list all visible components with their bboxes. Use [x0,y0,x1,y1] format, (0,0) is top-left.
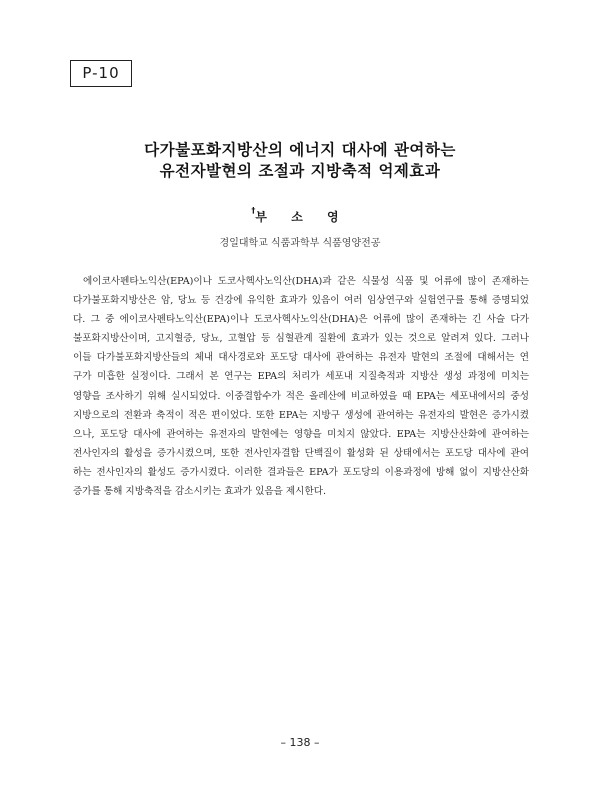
abstract-line: 영향을 조사하기 위해 실시되었다. 이중결합수가 적은 올레산에 비교하였을 때 EPA는 세포내에서의 중성 [73,390,529,402]
abstract-line: 다가불포화지방산은 암, 당뇨 등 건강에 유익한 효과가 있음이 여러 임상연구와 실험연구를 통해 증명되었 [73,295,529,307]
author-line [0,208,600,225]
abstract-line: 전사인자의 활성을 증가시켰으며, 또한 전사인자결합 단백질이 활성화 된 상태에서는 포도당 대사에 관여 [73,447,529,459]
session-code-box: P-10 [70,60,132,87]
abstract-line: 이들 다가불포화지방산들의 체내 대사경로와 포도당 대사에 관여하는 유전자 발현의 조절에 대해서는 연 [73,352,529,364]
abstract-line: 증가를 통해 지방축적을 감소시키는 효과가 있음을 제시한다. [73,486,327,498]
abstract-line: 에이코사펜타노익산(EPA)이나 도코사헥사노익산(DHA)과 같은 식물성 식품 및 어류에 많이 존재하는 [83,276,529,287]
abstract-body [73,272,529,501]
abstract-line: 으나, 포도당 대사에 관여하는 유전자의 발현에는 영향을 미치지 않았다. EPA는 지방산산화에 관여하는 [73,428,529,440]
corresponding-author-mark: † [251,206,256,215]
author-affiliation: 경일대학교 식품과학부 식품영양전공 [219,238,381,249]
author-name: 부 소 영 [255,210,349,224]
page-number: – 138 – [280,736,320,749]
paper-title-line-1: 다가불포화지방산의 에너지 대사에 관여하는 [144,141,456,159]
abstract-line: 하는 전사인자의 활성도 증가시켰다. 이러한 결과들은 EPA가 포도당의 이용과정에 방해 없이 지방산산화 [73,466,529,478]
abstract-line: 지방으로의 전환과 축적이 적은 편이었다. 또한 EPA는 지방구 생성에 관여하는 유전자의 발현은 증가시켰 [73,409,529,421]
abstract-line: 불포화지방산이며, 고지혈증, 당뇨, 고혈압 등 심혈관계 질환에 효과가 있는 것으로 알려져 있다. 그러나 [73,333,529,345]
abstract-line: 다. 그 중 에이코사펜타노익산(EPA)이나 도코사헥사노익산(DHA)은 어류에 많이 존재하는 긴 사슬 다가 [73,314,529,326]
abstract-line: 구가 미흡한 실정이다. 그래서 본 연구는 EPA의 처리가 세포내 지질축적과 지방산 생성 과정에 미치는 [73,371,529,383]
paper-title-line-2: 유전자발현의 조절과 지방축적 억제효과 [159,162,441,180]
